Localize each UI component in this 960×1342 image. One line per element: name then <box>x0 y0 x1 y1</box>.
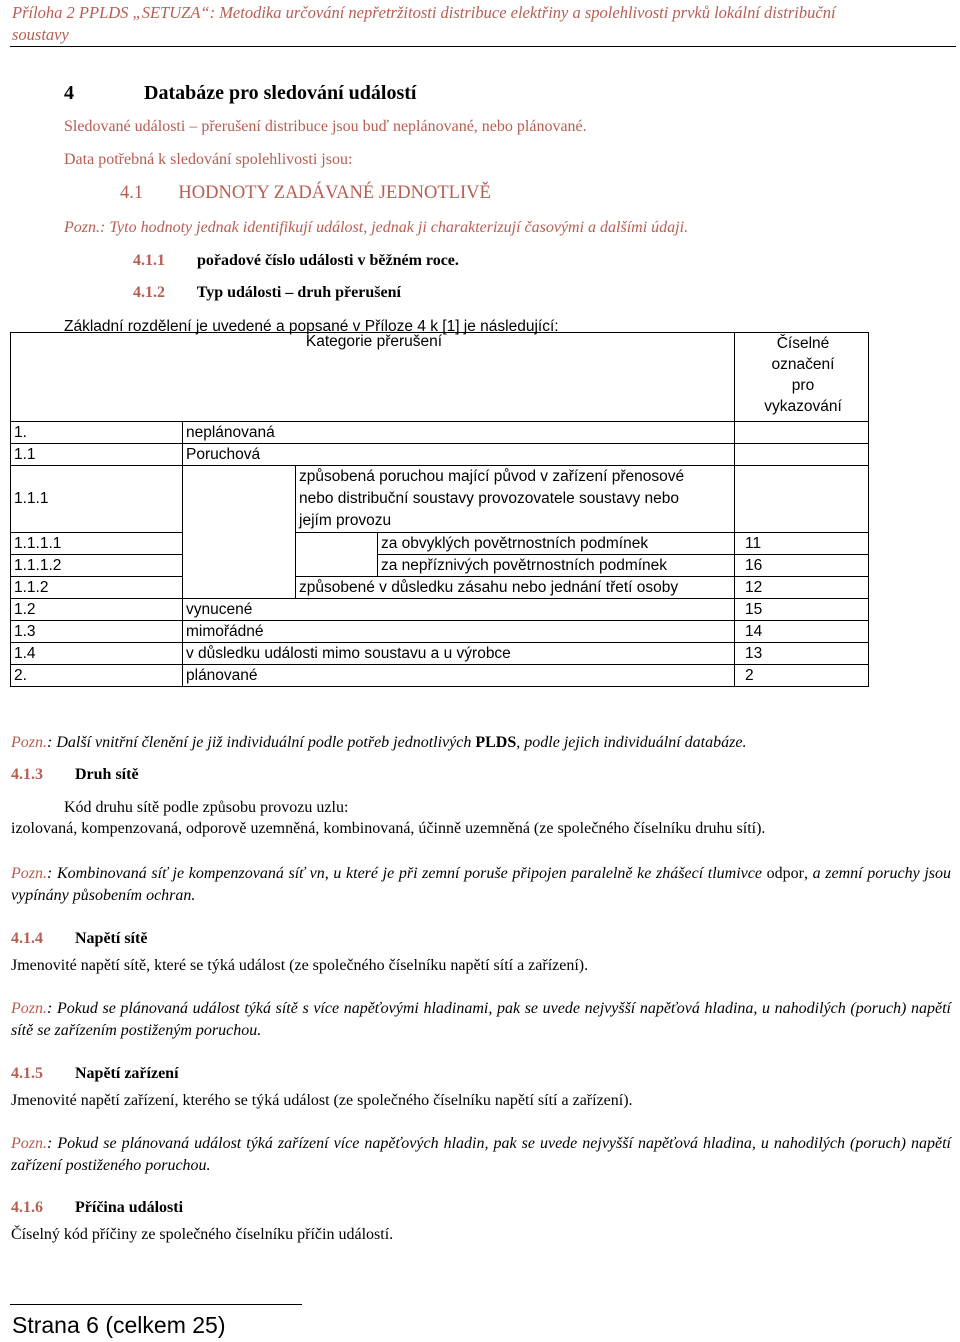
section-4-1-note <box>64 219 688 237</box>
table-header-row <box>11 333 869 422</box>
indent-cell <box>296 555 378 577</box>
indent-cell <box>183 466 296 533</box>
table-row <box>11 599 869 621</box>
header-line-2: soustavy <box>12 25 69 44</box>
note-label: Pozn. <box>11 1135 47 1152</box>
section-title: Napětí sítě <box>75 930 148 947</box>
category-number: 1.2 <box>11 599 183 621</box>
note-text: , a zemní poruchy jsou vypínány působením ochran. <box>11 865 951 904</box>
note-label: Pozn. <box>11 865 47 882</box>
section-4-paragraph-2: Data potřebná k sledování spolehlivosti jsou: <box>64 151 353 168</box>
section-number: 4.1.3 <box>11 766 43 783</box>
indent-cell <box>183 555 296 577</box>
description-line: nebo distribuční soustavy provozovatele soustavy nebo <box>299 490 679 507</box>
table-row <box>11 422 869 444</box>
category-number: 1.1.1 <box>11 466 183 533</box>
table-row <box>11 444 869 466</box>
header-code-line: označení <box>771 356 835 373</box>
category-number: 1.1.1.1 <box>11 533 183 555</box>
category-code: 13 <box>735 643 869 665</box>
category-code: 15 <box>735 599 869 621</box>
section-number: 4 <box>64 82 74 104</box>
category-number: 1.3 <box>11 621 183 643</box>
section-4-1-4-heading <box>11 930 147 948</box>
section-title: pořadové číslo události v běžném roce. <box>197 252 459 269</box>
section-4-paragraph-1: Sledované události – přerušení distribuce jsou buď neplánované, nebo plánované. <box>64 118 587 135</box>
category-label: vynucené <box>183 599 735 621</box>
note-text: , podle jejich individuální databáze. <box>516 734 747 751</box>
description-line: jejím provozu <box>299 512 392 529</box>
category-description: za obvyklých povětrnostních podmínek <box>378 533 735 555</box>
note-text-upright: odpor <box>766 865 804 882</box>
section-number: 4.1.4 <box>11 930 43 947</box>
section-4-heading <box>64 82 416 105</box>
section-title: Příčina události <box>75 1199 184 1216</box>
category-code <box>735 422 869 444</box>
indent-cell <box>296 533 378 555</box>
category-label: Poruchová <box>183 444 735 466</box>
category-number: 1.1.1.2 <box>11 555 183 577</box>
category-description: způsobené v důsledku zásahu nebo jednání třetí osoby <box>296 577 735 599</box>
section-number: 4.1.1 <box>133 252 165 269</box>
category-number: 1.1 <box>11 444 183 466</box>
category-number: 2. <box>11 665 183 687</box>
category-code <box>735 444 869 466</box>
section-4-1-1-heading <box>133 252 459 270</box>
table-row <box>11 533 869 555</box>
footer-rule <box>10 1304 302 1305</box>
header-line-1: Příloha 2 PPLDS „SETUZA“: Metodika určování nepřetržitosti distribuce elektřiny a spolehlivosti prvků lokální distribuční <box>12 3 836 22</box>
category-number: 1.4 <box>11 643 183 665</box>
table-row <box>11 577 869 599</box>
page-number: Strana 6 (celkem 25) <box>12 1312 226 1338</box>
section-title: Databáze pro sledování událostí <box>144 82 417 104</box>
category-label: mimořádné <box>183 621 735 643</box>
note-text: : Další vnitřní členění je již individuální podle potřeb jednotlivých <box>47 734 476 751</box>
category-description <box>296 466 735 533</box>
note-label: Pozn. <box>11 734 47 751</box>
category-code: 12 <box>735 577 869 599</box>
table-note <box>11 734 746 752</box>
header-rule <box>10 46 956 47</box>
category-number: 1.1.2 <box>11 577 183 599</box>
category-label: plánované <box>183 665 735 687</box>
section-4-1-5-heading <box>11 1065 179 1083</box>
section-title: Napětí zařízení <box>75 1065 179 1082</box>
description-line: způsobená poruchou mající původ v zařízení přenosové <box>299 468 685 485</box>
header-code-line: Číselné <box>776 335 830 352</box>
section-4-1-3-line-2: izolovaná, kompenzovaná, odporově uzemněná, kombinovaná, účinně uzemněná (ze společného číselníku druhu sítí). <box>11 820 766 837</box>
document-header <box>12 2 952 46</box>
section-4-1-3-line-1: Kód druhu sítě podle způsobu provozu uzlu: <box>64 799 349 816</box>
category-label: neplánovaná <box>183 422 735 444</box>
section-4-1-3-note <box>11 863 951 907</box>
note-text: : Pokud se plánovaná událost týká zařízení více napěťových hladin, pak se uvede nejvyšší napěťová hladina, u nahodilých (poruch) napětí zařízení postiženého poruchou. <box>11 1135 951 1174</box>
header-code-cell <box>735 333 869 422</box>
section-4-1-5-line-1: Jmenovité napětí zařízení, kterého se týká událost (ze společného číselníku napětí sítí a zařízení). <box>11 1092 633 1109</box>
table-row <box>11 665 869 687</box>
note-label: Pozn. <box>64 219 100 236</box>
category-code <box>735 466 869 533</box>
section-title: Typ události – druh přerušení <box>196 284 401 301</box>
interruption-category-table <box>10 332 869 687</box>
table-row <box>11 466 869 533</box>
section-4-1-2-heading <box>133 284 401 302</box>
section-4-1-6-line-1: Číselný kód příčiny ze společného číselníku příčin událostí. <box>11 1226 394 1243</box>
section-4-1-6-heading <box>11 1199 183 1217</box>
note-text: : Kombinovaná síť je kompenzovaná síť vn, u které je při zemní poruše připojen paralelně ke zhášecí tlumivce <box>47 865 767 882</box>
header-code-line: pro <box>791 377 815 394</box>
note-text: : Tyto hodnoty jednak identifikují událost, jednak ji charakterizují časovými a dalšími údaji. <box>100 219 689 236</box>
indent-cell <box>183 533 296 555</box>
section-number: 4.1 <box>120 183 144 203</box>
section-4-1-3-heading <box>11 766 139 784</box>
section-number: 4.1.6 <box>11 1199 43 1216</box>
section-number: 4.1.5 <box>11 1065 43 1082</box>
section-4-1-4-line-1: Jmenovité napětí sítě, které se týká událost (ze společného číselníku napětí sítí a zařízení). <box>11 957 589 974</box>
category-label: v důsledku události mimo soustavu a u výrobce <box>183 643 735 665</box>
section-4-1-2-intro: Základní rozdělení je uvedené a popsané v Příloze 4 k [1] je následující: <box>64 318 559 335</box>
table-row <box>11 643 869 665</box>
note-label: Pozn. <box>11 1000 47 1017</box>
category-code: 2 <box>735 665 869 687</box>
section-4-1-4-note <box>11 998 951 1042</box>
section-title: Druh sítě <box>75 766 139 783</box>
note-text: : Pokud se plánovaná událost týká sítě s více napěťovými hladinami, pak se uvede nejvyšší napěťová hladina, u nahodilých (poruch) napětí sítě se zařízením postiženým poruchou. <box>11 1000 951 1039</box>
header-code-line: vykazování <box>764 398 842 415</box>
table-row <box>11 621 869 643</box>
header-category: Kategorie přerušení <box>305 333 443 350</box>
note-bold: PLDS <box>475 734 517 751</box>
section-title: HODNOTY ZADÁVANÉ JEDNOTLIVĚ <box>178 183 491 203</box>
indent-cell <box>183 577 296 599</box>
header-category-cell <box>11 333 735 422</box>
category-code: 14 <box>735 621 869 643</box>
section-number: 4.1.2 <box>133 284 165 301</box>
section-4-1-heading <box>120 183 491 204</box>
table-row <box>11 555 869 577</box>
category-description: za nepříznivých povětrnostních podmínek <box>378 555 735 577</box>
category-number: 1. <box>11 422 183 444</box>
category-code: 16 <box>735 555 869 577</box>
section-4-1-5-note <box>11 1133 951 1177</box>
category-code: 11 <box>735 533 869 555</box>
